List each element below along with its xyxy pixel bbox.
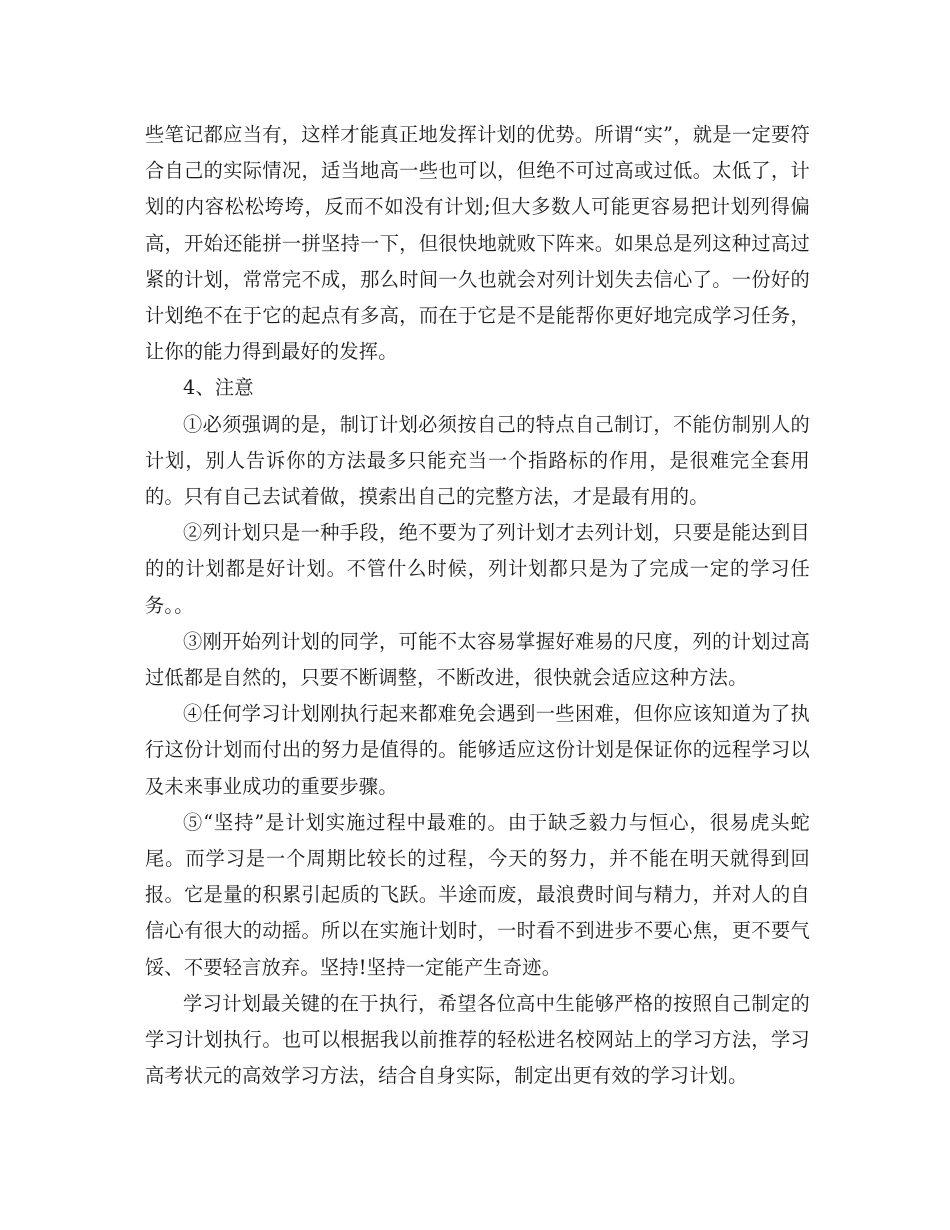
paragraph-note-4: ④任何学习计划刚执行起来都难免会遇到一些困难，但你应该知道为了执行这份计划而付出的努力是值得的。能够适应这份计划是保证你的远程学习以及未来事业成功的重要步骤。 [145,702,810,798]
paragraph-note-5: ⑤“坚持”是计划实施过程中最难的。由于缺乏毅力与恒心，很易虎头蛇尾。而学习是一个周期比较长的过程，今天的努力，并不能在明天就得到回报。它是量的积累引起质的飞跃。半途而废，最浪费时间与精力，并对人的自信心有很大的动摇。所以在实施计划时，一时看不到进步不要心焦，更不要气馁、不要轻言放弃。坚持!坚持一定能产生奇迹。 [145,810,810,979]
paragraph-note-2: ②列计划只是一种手段，绝不要为了列计划才去列计划，只要是能达到目的的计划都是好计划。不管什么时候，列计划都只是为了完成一定的学习任务。。 [145,521,810,617]
section-heading-notes: 4、注意 [183,376,254,400]
paragraph-note-3: ③刚开始列计划的同学，可能不太容易掌握好难易的尺度，列的计划过高过低都是自然的，只要不断调整，不断改进，很快就会适应这种方法。 [145,629,810,690]
paragraph-conclusion: 学习计划最关键的在于执行，希望各位高中生能够严格的按照自己制定的学习计划执行。也可以根据我以前推荐的轻松进名校网站上的学习方法，学习高考状元的高效学习方法，结合自身实际，制定出更有效的学习计划。 [145,991,810,1088]
paragraph-note-1: ①必须强调的是，制订计划必须按自己的特点自己制订，不能仿制别人的计划，别人告诉你的方法最多只能充当一个指路标的作用，是很难完全套用的。只有自己去试着做，摸索出自己的完整方法，才是最有用的。 [145,412,810,509]
document-body [145,117,810,1094]
paragraph-continuation: 些笔记都应当有，这样才能真正地发挥计划的优势。所谓“实”，就是一定要符合自己的实际情况，适当地高一些也可以，但绝不可过高或过低。太低了，计划的内容松松垮垮，反而不如没有计划;但大多数人可能更容易把计划列得偏高，开始还能拼一拼坚持一下，但很快地就败下阵来。如果总是列这种过高过紧的计划，常常完不成，那么时间一久也就会对列计划失去信心了。一份好的计划绝不在于它的起点有多高，而在于它是不是能帮你更好地完成学习任务，让你的能力得到最好的发挥。 [145,123,810,364]
